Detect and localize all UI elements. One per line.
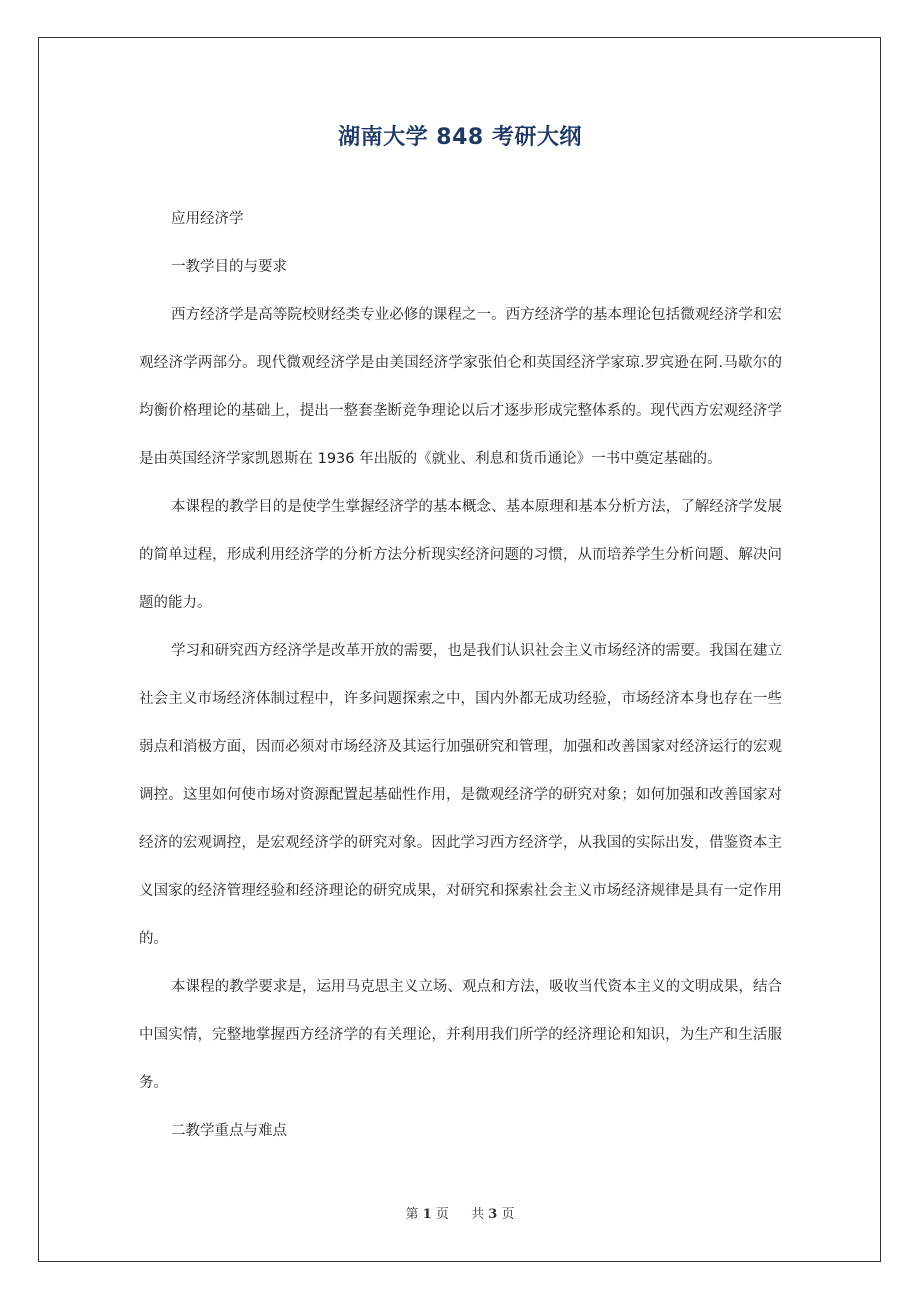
page-unit: 页 (435, 1207, 449, 1222)
page-prefix: 第 (405, 1207, 419, 1222)
section-heading-applied-economics: 应用经济学 (171, 211, 244, 227)
paragraph-course-objective: 本课程的教学目的是使学生掌握经济学的基本概念、基本原理和基本分析方法，了解经济学发展的简单过程，形成利用经济学的分析方法分析现实经济问题的习惯，从而培养学生分析问题、解决问题的能力。 (139, 499, 782, 611)
paragraph-western-economics-intro: 西方经济学是高等院校财经类专业必修的课程之一。西方经济学的基本理论包括微观经济学和宏观经济学两部分。现代微观经济学是由美国经济学家张伯仑和英国经济学家琼.罗宾逊在阿.马歇尔的均衡价格理论的基础上，提出一整套垄断竞争理论以后才逐步形成完整体系的。现代西方宏观经济学是由英国经济学家凯恩斯在 1936 年出版的《就业、利息和货币通论》一书中奠定基础的。 (139, 307, 782, 467)
section-heading-key-points: 二教学重点与难点 (171, 1123, 287, 1139)
document-title: 湖南大学 848 考研大纲 (338, 125, 582, 150)
document-body (139, 195, 782, 1155)
current-page-number: 1 (422, 1207, 432, 1222)
paragraph-study-significance: 学习和研究西方经济学是改革开放的需要，也是我们认识社会主义市场经济的需要。我国在建立社会主义市场经济体制过程中，许多问题探索之中，国内外都无成功经验，市场经济本身也存在一些弱点和消极方面，因而必须对市场经济及其运行加强研究和管理，加强和改善国家对经济运行的宏观调控。这里如何使市场对资源配置起基础性作用，是微观经济学的研究对象；如何加强和改善国家对经济的宏观调控，是宏观经济学的研究对象。因此学习西方经济学，从我国的实际出发，借鉴资本主义国家的经济管理经验和经济理论的研究成果，对研究和探索社会主义市场经济规律是具有一定作用的。 (139, 643, 782, 947)
total-page-number: 3 (488, 1207, 498, 1222)
total-prefix: 共 (471, 1207, 485, 1222)
paragraph-course-requirements: 本课程的教学要求是，运用马克思主义立场、观点和方法，吸收当代资本主义的文明成果，结合中国实情，完整地掌握西方经济学的有关理论，并利用我们所学的经济理论和知识，为生产和生活服务。 (139, 979, 782, 1091)
total-unit: 页 (501, 1207, 515, 1222)
section-heading-teaching-goals: 一教学目的与要求 (171, 259, 287, 275)
page-footer (0, 1205, 920, 1225)
